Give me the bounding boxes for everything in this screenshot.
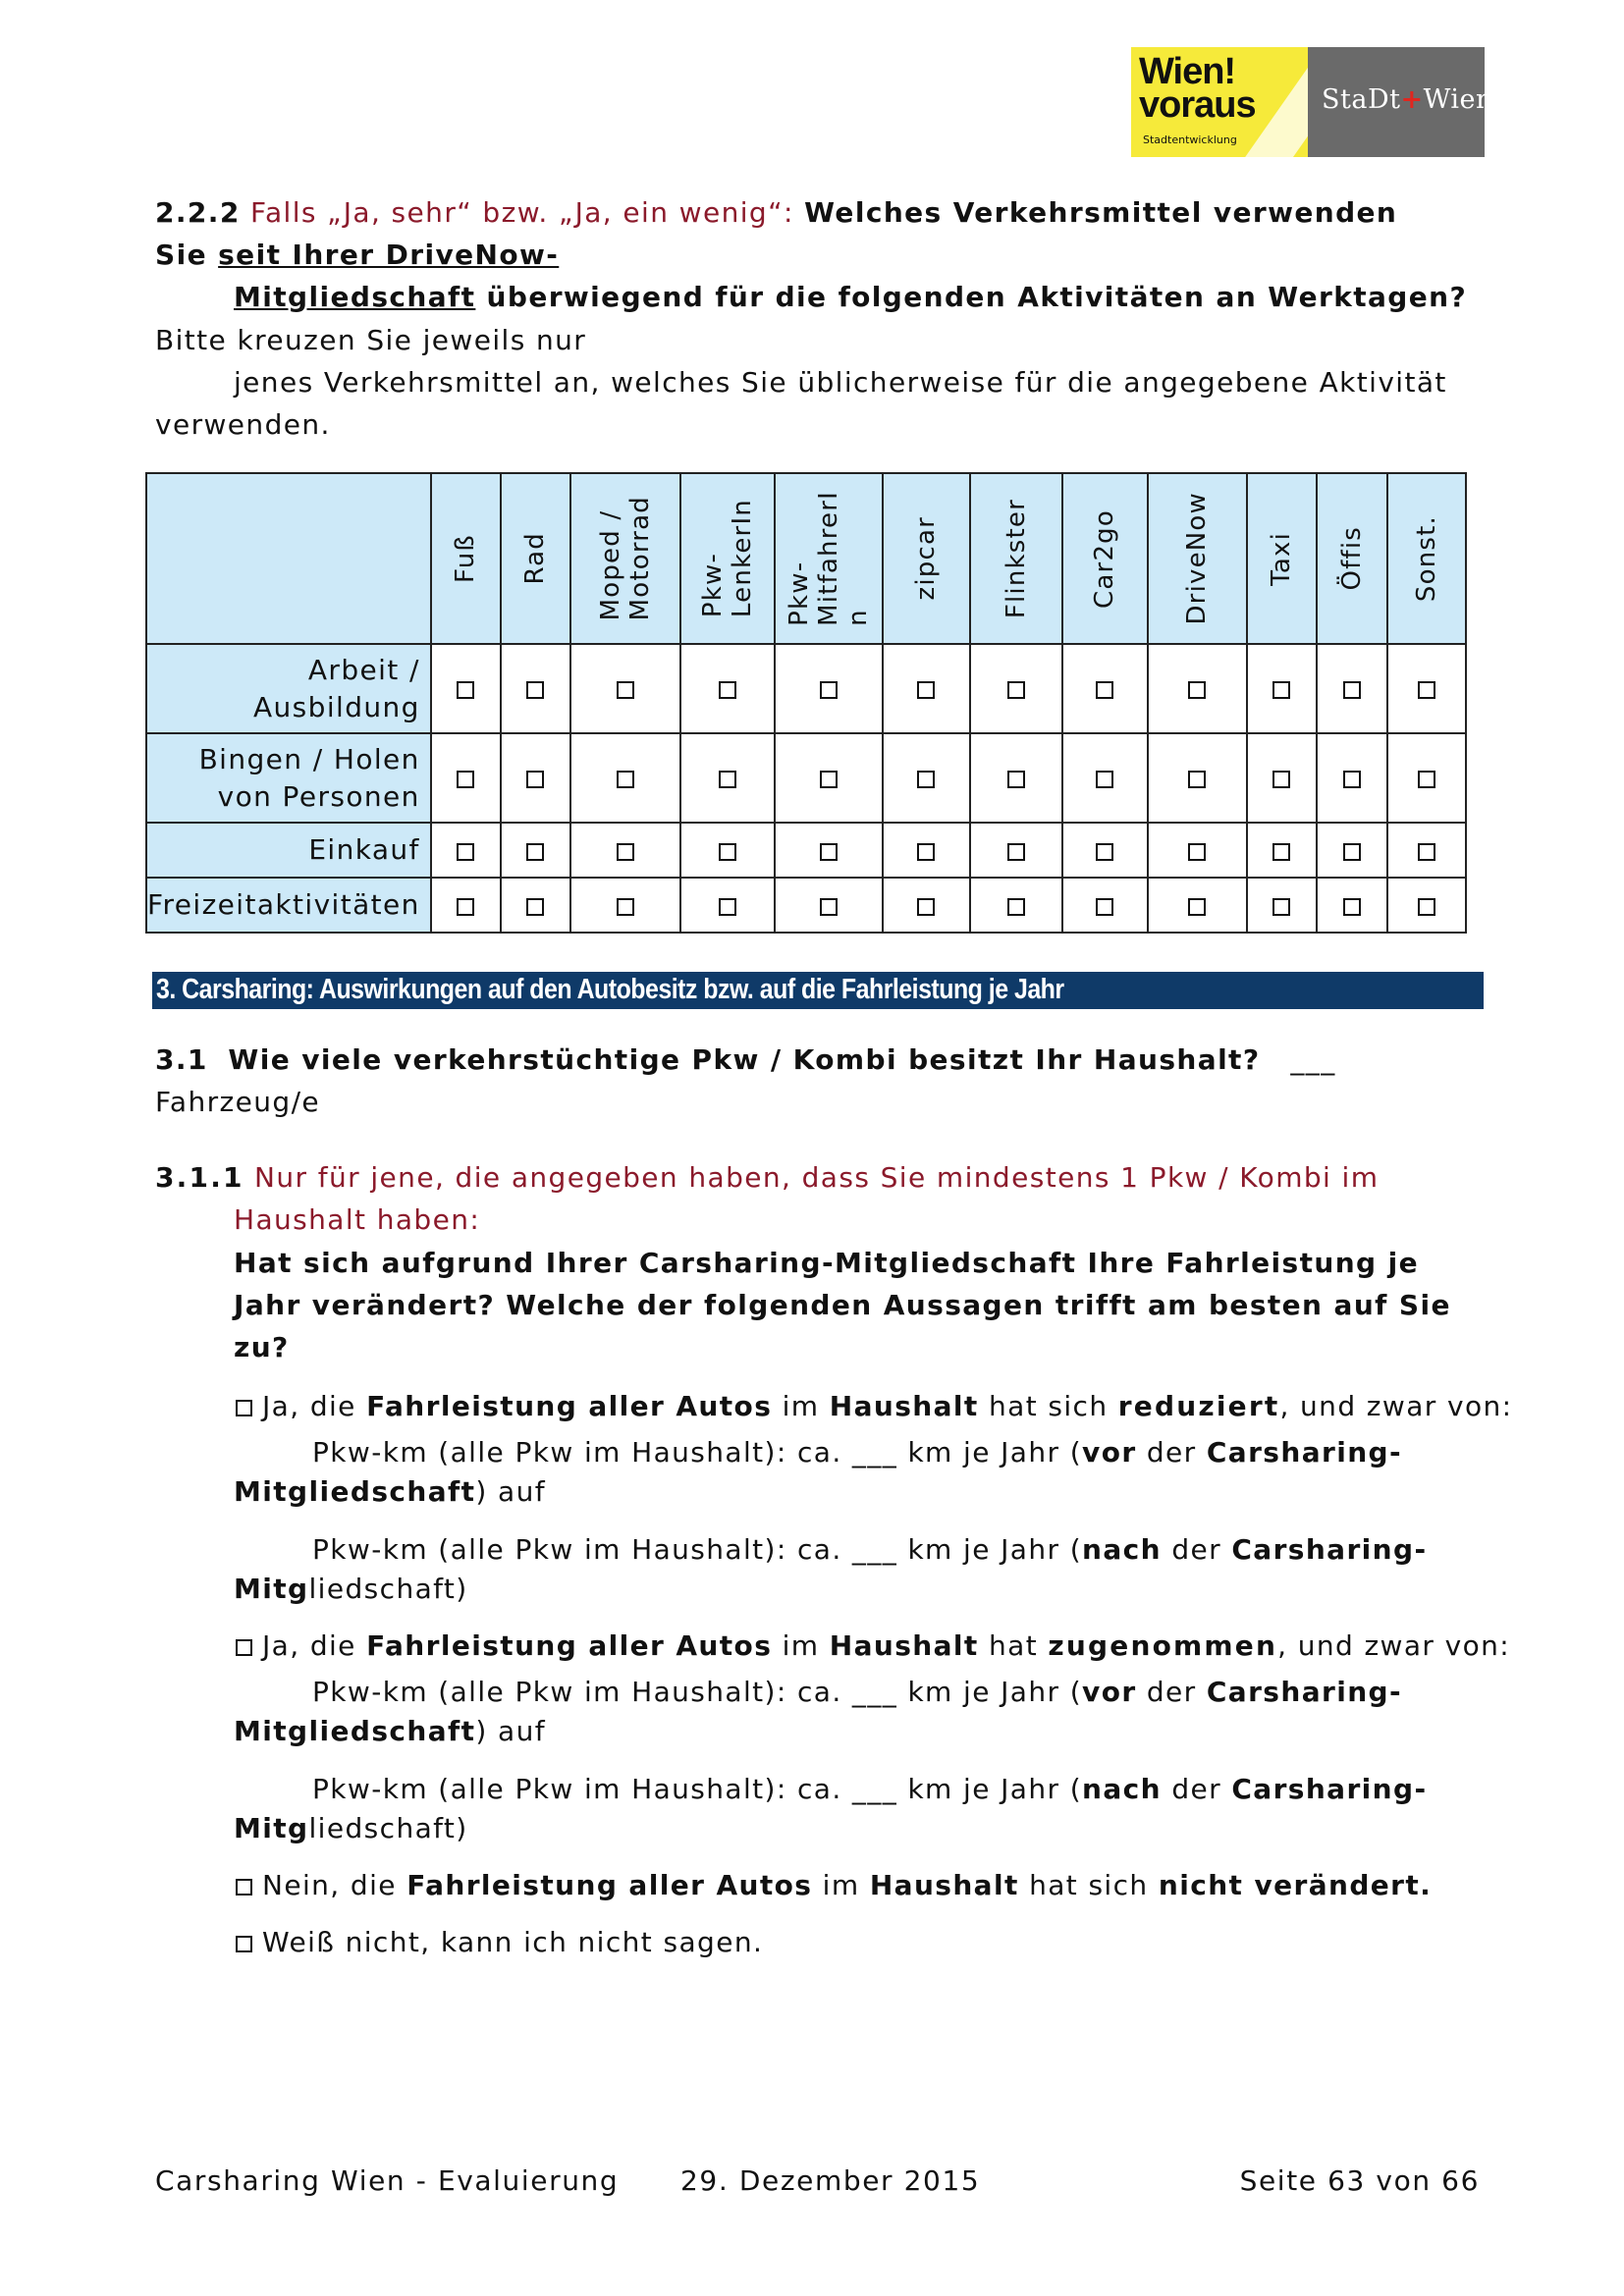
- checkbox[interactable]: [719, 681, 736, 699]
- checkbox[interactable]: [236, 1936, 252, 1952]
- km-before-line: Pkw-km (alle Pkw im Haushalt): ca. ___ km je Jahr (vor der Carsharing-: [312, 1436, 1403, 1468]
- question-text-part3b: überwiegend für die folgenden Aktivitäten an Werktagen?: [475, 281, 1468, 313]
- instruction-line2: jenes Verkehrsmittel an, welches Sie üblicherweise für die angegebene Aktivität: [234, 366, 1447, 399]
- checkbox[interactable]: [1007, 843, 1025, 861]
- checkbox[interactable]: [1188, 681, 1206, 699]
- checkbox[interactable]: [1096, 681, 1113, 699]
- answer-blank[interactable]: ___: [1290, 1043, 1336, 1076]
- column-header: Sonst.: [1411, 514, 1441, 603]
- checkbox[interactable]: [820, 771, 838, 788]
- table-row: [146, 878, 1466, 933]
- checkbox[interactable]: [917, 771, 935, 788]
- question-text-part1: Welches Verkehrsmittel verwenden: [804, 196, 1398, 229]
- question-number: 3.1.1: [155, 1161, 244, 1194]
- matrix-corner-cell: [146, 473, 431, 644]
- checkbox[interactable]: [917, 898, 935, 916]
- logo-text-stadt: StaDt: [1322, 84, 1401, 115]
- checkbox[interactable]: [1343, 843, 1361, 861]
- footer-title: Carsharing Wien - Evaluierung: [155, 2164, 620, 2197]
- column-header: Taxi: [1267, 531, 1297, 586]
- row-label: Freizeitaktivitäten: [146, 878, 431, 933]
- checkbox[interactable]: [820, 843, 838, 861]
- checkbox[interactable]: [617, 843, 634, 861]
- checkbox[interactable]: [526, 898, 544, 916]
- question-text-part2a: Sie: [155, 239, 219, 271]
- column-header: Öffis: [1336, 526, 1367, 591]
- checkbox[interactable]: [1188, 771, 1206, 788]
- checkbox[interactable]: [457, 771, 474, 788]
- checkbox[interactable]: [457, 843, 474, 861]
- footer-page-number: Seite 63 von 66: [1239, 2164, 1480, 2197]
- km-after-line: Pkw-km (alle Pkw im Haushalt): ca. ___ km je Jahr (nach der Carsharing-: [312, 1773, 1428, 1805]
- checkbox[interactable]: [1007, 898, 1025, 916]
- km-after-line: Pkw-km (alle Pkw im Haushalt): ca. ___ km je Jahr (nach der Carsharing-: [312, 1533, 1428, 1566]
- question-text-line3: zu?: [234, 1331, 290, 1363]
- column-header: zipcar: [911, 516, 942, 601]
- section-heading-banner: [152, 972, 1484, 1009]
- checkbox[interactable]: [917, 681, 935, 699]
- checkbox[interactable]: [820, 681, 838, 699]
- checkbox[interactable]: [457, 681, 474, 699]
- checkbox[interactable]: [526, 681, 544, 699]
- checkbox[interactable]: [1272, 681, 1290, 699]
- row-label: Einkauf: [146, 823, 431, 878]
- logo-text-wien-right: Wien: [1423, 84, 1493, 115]
- checkbox[interactable]: [719, 843, 736, 861]
- checkbox[interactable]: [526, 771, 544, 788]
- stadt-wien-logo: [1308, 47, 1493, 157]
- question-text: Wie viele verkehrstüchtige Pkw / Kombi besitzt Ihr Haushalt?: [228, 1043, 1261, 1076]
- row-label: Bingen / Holen von Personen: [146, 733, 431, 823]
- checkbox[interactable]: [719, 898, 736, 916]
- checkbox[interactable]: [1007, 681, 1025, 699]
- checkbox[interactable]: [1188, 898, 1206, 916]
- wien-voraus-logo: [1131, 47, 1308, 157]
- question-number: 3.1: [155, 1043, 208, 1076]
- checkbox[interactable]: [1418, 771, 1435, 788]
- option-dont-know[interactable]: Weiß nicht, kann ich nicht sagen.: [236, 1926, 763, 1958]
- checkbox[interactable]: [1418, 898, 1435, 916]
- checkbox[interactable]: [1418, 681, 1435, 699]
- answer-unit: Fahrzeug/e: [155, 1086, 321, 1118]
- matrix-header-row: [146, 473, 1466, 644]
- checkbox[interactable]: [1272, 843, 1290, 861]
- checkbox[interactable]: [1096, 898, 1113, 916]
- column-header: Moped / Motorrad: [595, 496, 655, 621]
- question-text-part2b: seit Ihrer DriveNow-: [218, 239, 560, 271]
- column-header: Flinkster: [1001, 498, 1031, 619]
- checkbox[interactable]: [1418, 843, 1435, 861]
- km-before-line: Pkw-km (alle Pkw im Haushalt): ca. ___ km je Jahr (vor der Carsharing-: [312, 1676, 1403, 1708]
- instruction-line1: Bitte kreuzen Sie jeweils nur: [155, 324, 587, 356]
- question-condition-line1: Nur für jene, die angegeben haben, dass Sie mindestens 1 Pkw / Kombi im: [254, 1161, 1380, 1194]
- checkbox[interactable]: [236, 1879, 252, 1896]
- transport-activity-matrix: [145, 472, 1467, 934]
- checkbox[interactable]: [820, 898, 838, 916]
- table-row: [146, 733, 1466, 823]
- question-text-part3a: Mitgliedschaft: [234, 281, 476, 313]
- logo-text-stadtentwicklung: Stadtentwicklung: [1143, 133, 1237, 146]
- question-number: 2.2.2: [155, 196, 241, 229]
- question-condition-line2: Haushalt haben:: [234, 1203, 481, 1236]
- checkbox[interactable]: [236, 1639, 252, 1656]
- checkbox[interactable]: [1096, 771, 1113, 788]
- checkbox[interactable]: [1343, 681, 1361, 699]
- column-header: DriveNow: [1182, 492, 1213, 625]
- column-header: Pkw- LenkerIn: [697, 499, 757, 618]
- logo-cross-icon: +: [1400, 84, 1424, 115]
- question-condition: Falls „Ja, sehr“ bzw. „Ja, ein wenig“:: [250, 196, 794, 229]
- checkbox[interactable]: [1272, 771, 1290, 788]
- option-unchanged[interactable]: Nein, die Fahrleistung aller Autos im Haushalt hat sich nicht verändert.: [236, 1869, 1432, 1901]
- checkbox[interactable]: [526, 843, 544, 861]
- checkbox[interactable]: [457, 898, 474, 916]
- section-heading-text: 3. Carsharing: Auswirkungen auf den Autobesitz bzw. auf die Fahrleistung je Jahr: [156, 974, 1064, 1005]
- checkbox[interactable]: [719, 771, 736, 788]
- footer-date: 29. Dezember 2015: [680, 2164, 981, 2197]
- row-label: Arbeit / Ausbildung: [146, 644, 431, 733]
- question-text-line1: Hat sich aufgrund Ihrer Carsharing-Mitgliedschaft Ihre Fahrleistung je: [234, 1247, 1420, 1279]
- checkbox[interactable]: [917, 843, 935, 861]
- checkbox[interactable]: [617, 898, 634, 916]
- table-row: [146, 823, 1466, 878]
- column-header: Car2go: [1090, 508, 1120, 609]
- column-header: Pkw- MitfahrerI n: [784, 491, 873, 626]
- instruction-line3: verwenden.: [155, 408, 331, 441]
- checkbox[interactable]: [1188, 843, 1206, 861]
- logo-text-wien: Wien!: [1139, 51, 1236, 92]
- checkbox[interactable]: [236, 1400, 252, 1416]
- table-row: [146, 644, 1466, 733]
- checkbox[interactable]: [1007, 771, 1025, 788]
- question-text-line2: Jahr verändert? Welche der folgenden Aussagen trifft am besten auf Sie: [234, 1289, 1451, 1321]
- checkbox[interactable]: [1272, 898, 1290, 916]
- checkbox[interactable]: [1343, 898, 1361, 916]
- checkbox[interactable]: [617, 681, 634, 699]
- checkbox[interactable]: [1343, 771, 1361, 788]
- checkbox[interactable]: [617, 771, 634, 788]
- column-header: Rad: [520, 532, 551, 585]
- column-header: Fuß: [451, 534, 481, 583]
- checkbox[interactable]: [1096, 843, 1113, 861]
- logo-text-voraus: voraus: [1139, 84, 1256, 126]
